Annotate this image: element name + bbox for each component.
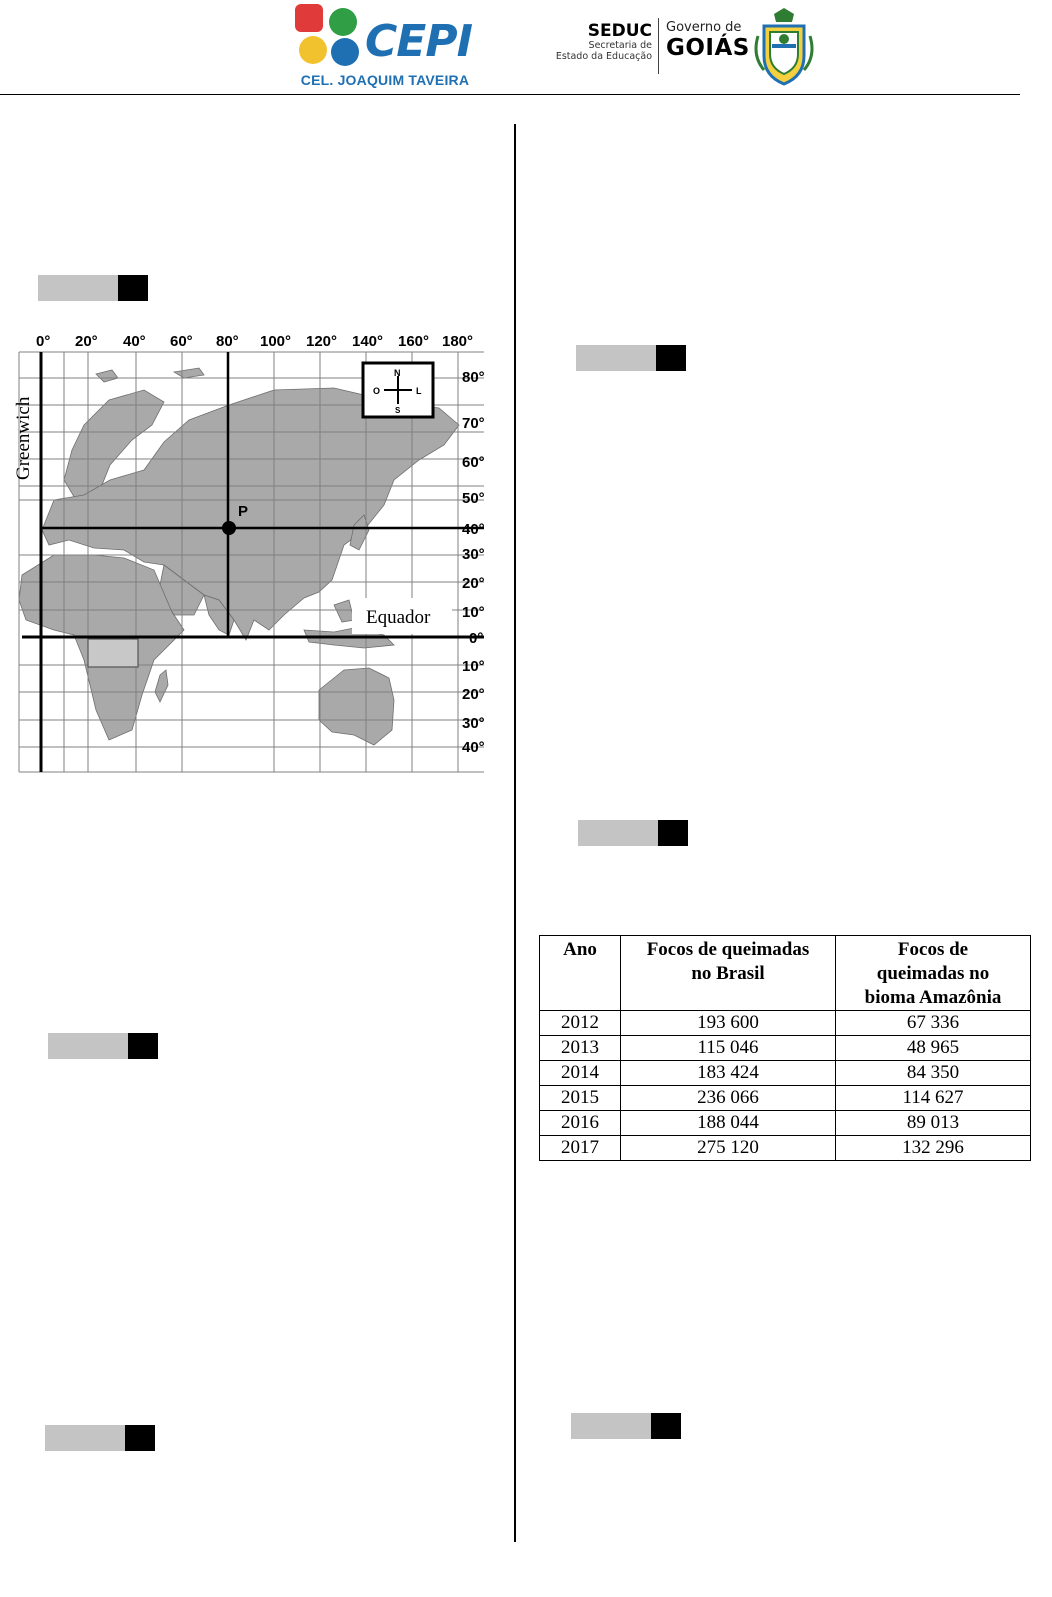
equator-label: Equador [366,607,431,628]
state-crest-icon [752,6,816,88]
table-row [540,1136,1031,1161]
lon-label: 0° [36,333,51,350]
cepi-logo-icon [295,4,363,66]
gov-big-text: GOIÁS [666,35,750,61]
table-row [540,1061,1031,1086]
cepi-logo [295,4,475,88]
point-p-label: P [238,503,249,520]
header-rule [0,94,1020,95]
cell-amazon: 114 627 [836,1086,1031,1111]
header-line: Focos de [897,939,969,960]
cell-brazil: 188 044 [621,1111,836,1136]
question-tag [45,1425,155,1451]
lon-label: 160° [398,333,430,350]
cell-amazon: 89 013 [836,1111,1031,1136]
lat-label: 40° [462,521,485,538]
cell-brazil: 115 046 [621,1036,836,1061]
fires-table [539,935,1031,1161]
table-row [540,1036,1031,1061]
world-map-figure [14,330,504,776]
logo-separator [658,18,659,74]
cell-amazon: 67 336 [836,1011,1031,1036]
lat-label: 10° [462,658,485,675]
lat-label: 40° [462,739,485,756]
header-line: queimadas no [876,963,990,984]
table-row [540,1111,1031,1136]
header-line: bioma Amazônia [864,987,1002,1008]
lat-label: 60° [462,454,485,471]
seduc-logo [540,22,652,62]
compass-o: O [373,386,381,396]
goias-logo [666,20,750,61]
column-divider [514,124,516,1542]
compass-l: L [416,386,422,396]
header-line: no Brasil [691,963,765,984]
seduc-sub-2: Estado da Educação [555,51,652,62]
cepi-wordmark: CEPI [365,16,472,67]
cell-year: 2014 [540,1061,621,1086]
cell-brazil: 236 066 [621,1086,836,1111]
header-line: Ano [563,939,597,960]
lon-label: 120° [306,333,338,350]
highlight-box [88,639,138,667]
cell-year: 2012 [540,1011,621,1036]
lon-label: 40° [123,333,146,350]
question-tag [48,1033,158,1059]
lat-label: 70° [462,415,485,432]
seduc-sub-1: Secretaria de [588,40,652,51]
lat-label: 0° [469,630,484,647]
cell-year: 2016 [540,1111,621,1136]
page-header [0,0,1052,96]
compass-n: N [394,368,401,378]
lon-label: 60° [170,333,193,350]
lat-label: 20° [462,575,485,592]
cell-amazon: 84 350 [836,1061,1031,1086]
col-header-year [540,936,621,1011]
table-row [540,1086,1031,1111]
cell-amazon: 48 965 [836,1036,1031,1061]
col-header-brazil [621,936,836,1011]
compass-s: S [395,406,401,415]
lat-label: 10° [462,604,485,621]
question-tag [578,820,688,846]
school-name: CEL. JOAQUIM TAVEIRA [300,72,470,88]
cell-amazon: 132 296 [836,1136,1031,1161]
lon-label: 140° [352,333,384,350]
seduc-title: SEDUC [587,21,652,41]
point-p-marker [222,521,236,535]
lon-label: 20° [75,333,98,350]
header-line: Focos de queimadas [646,939,810,960]
cell-brazil: 275 120 [621,1136,836,1161]
lat-label: 30° [462,715,485,732]
lat-label: 30° [462,546,485,563]
col-header-amazon [836,936,1031,1011]
cell-brazil: 183 424 [621,1061,836,1086]
compass-rose-icon [363,363,433,417]
cell-year: 2015 [540,1086,621,1111]
question-tag [576,345,686,371]
gov-small-text: Governo de [666,20,742,35]
table-row [540,1011,1031,1036]
cell-brazil: 193 600 [621,1011,836,1036]
lat-label: 80° [462,369,485,386]
table-header-row [540,936,1031,1011]
cell-year: 2017 [540,1136,621,1161]
lon-label: 100° [260,333,292,350]
lon-label: 80° [216,333,239,350]
question-tag [38,275,148,301]
cell-year: 2013 [540,1036,621,1061]
greenwich-label: Greenwich [14,396,34,480]
lat-label: 50° [462,490,485,507]
lat-label: 20° [462,686,485,703]
lon-label: 180° [442,333,474,350]
question-tag [571,1413,681,1439]
